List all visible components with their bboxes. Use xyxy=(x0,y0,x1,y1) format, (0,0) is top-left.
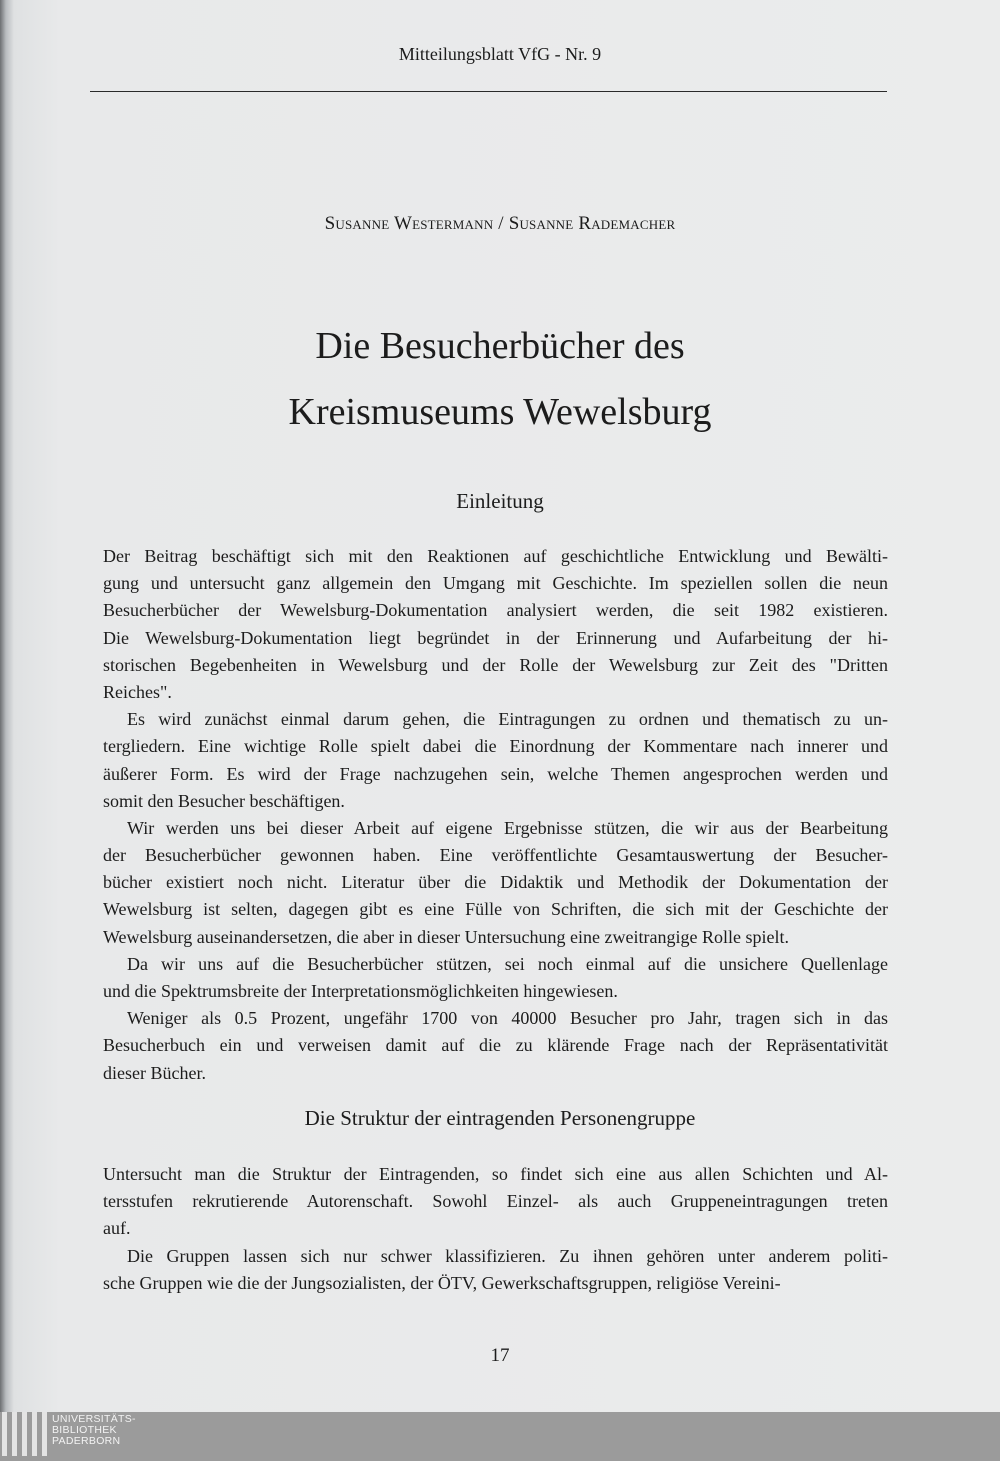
text-line: Untersucht man die Struktur der Eintragenden, so findet sich eine aus allen Schichten und Al- xyxy=(103,1164,888,1184)
running-head: Mitteilungsblatt VfG - Nr. 9 xyxy=(398,44,602,64)
paragraph xyxy=(103,1243,888,1297)
text-line: Es wird zunächst einmal darum gehen, die Eintragungen zu ordnen und thematisch zu un- xyxy=(127,709,888,730)
text-line: Besucherbuch ein und verweisen damit auf die zu klärende Frage nach der Repräsentativität xyxy=(103,1035,888,1056)
library-footer xyxy=(0,1412,1000,1461)
text-line: äußerer Form. Es wird der Frage nachzugehen sein, welche Themen angesprochen werden und xyxy=(103,763,888,784)
header-rule xyxy=(90,91,887,92)
section-heading-einleitung: Einleitung xyxy=(456,489,544,513)
text-line: Die Wewelsburg-Dokumentation liegt begründet in der Erinnerung und Aufarbeitung der hi- xyxy=(103,627,888,648)
text-line: gung und untersucht ganz allgemein den Umgang mit Geschichte. Im speziellen sollen die neun xyxy=(103,573,888,594)
logo-line: PADERBORN xyxy=(52,1435,121,1447)
paragraph xyxy=(103,706,888,815)
paragraph xyxy=(103,815,888,951)
section-2-body xyxy=(103,1161,888,1297)
text-line: Weniger als 0.5 Prozent, ungefähr 1700 von 40000 Besucher pro Jahr, tragen sich in das xyxy=(127,1008,888,1029)
text-line: storischen Begebenheiten in Wewelsburg und der Rolle der Wewelsburg zur Zeit des "Dritten xyxy=(103,654,888,675)
text-line: Da wir uns auf die Besucherbücher stützen, sei noch einmal auf die unsichere Quellenlage xyxy=(127,953,888,974)
text-line: auf. xyxy=(103,1218,131,1239)
paragraph xyxy=(103,951,888,1005)
text-line: tersstufen rekrutierende Autorenschaft. Sowohl Einzel- als auch Gruppeneintragungen treten xyxy=(103,1191,888,1212)
article-title-line-1: Die Besucherbücher des xyxy=(315,325,685,367)
section-1-body xyxy=(103,543,888,1087)
page-number: 17 xyxy=(490,1345,510,1366)
text-line: Wewelsburg auseinandersetzen, die aber in dieser Untersuchung eine zweitrangige Rolle spielt. xyxy=(103,926,789,947)
section-heading-struktur: Die Struktur der eintragenden Personengruppe xyxy=(304,1106,696,1130)
text-line: Wir werden uns bei dieser Arbeit auf eigene Ergebnisse stützen, die wir aus der Bearbeitung xyxy=(127,817,888,838)
text-line: tergliedern. Eine wichtige Rolle spielt dabei die Einordnung der Kommentare nach innerer und xyxy=(103,736,888,757)
text-line: bücher existiert noch nicht. Literatur über die Didaktik und Methodik der Dokumentation der xyxy=(103,872,888,893)
paragraph xyxy=(103,1161,888,1243)
library-logo-text xyxy=(52,1414,136,1447)
text-line: Die Gruppen lassen sich nur schwer klassifizieren. Zu ihnen gehören unter anderem politi- xyxy=(127,1245,888,1266)
article-title-line-2: Kreismuseums Wewelsburg xyxy=(288,391,712,433)
text-line: Der Beitrag beschäftigt sich mit den Reaktionen auf geschichtliche Entwicklung und Bewälti- xyxy=(103,546,888,566)
logo-line: BIBLIOTHEK xyxy=(52,1424,117,1436)
text-line: Besucherbücher der Wewelsburg-Dokumentation analysiert werden, die seit 1982 existieren. xyxy=(103,600,888,621)
text-line: sche Gruppen wie die der Jungsozialisten, der ÖTV, Gewerkschaftsgruppen, religiöse Vereini- xyxy=(103,1272,781,1293)
text-line: Wewelsburg ist selten, dagegen gibt es eine Fülle von Schriften, die sich mit der Geschichte der xyxy=(103,899,888,920)
text-line: und die Spektrumsbreite der Interpretationsmöglichkeiten hingewiesen. xyxy=(103,981,618,1001)
text-line: somit den Besucher beschäftigen. xyxy=(103,790,345,811)
article-authors: Susanne Westermann / Susanne Rademacher xyxy=(324,213,676,234)
text-line: dieser Bücher. xyxy=(103,1062,206,1083)
logo-line: UNIVERSITÄTS- xyxy=(52,1413,136,1425)
paragraph xyxy=(103,543,888,706)
text-line: Reiches". xyxy=(103,681,172,702)
library-logo-icon xyxy=(2,1412,47,1461)
paragraph xyxy=(103,1005,888,1087)
text-line: der Besucherbücher gewonnen haben. Eine veröffentlichte Gesamtauswertung der Besucher- xyxy=(103,845,888,866)
